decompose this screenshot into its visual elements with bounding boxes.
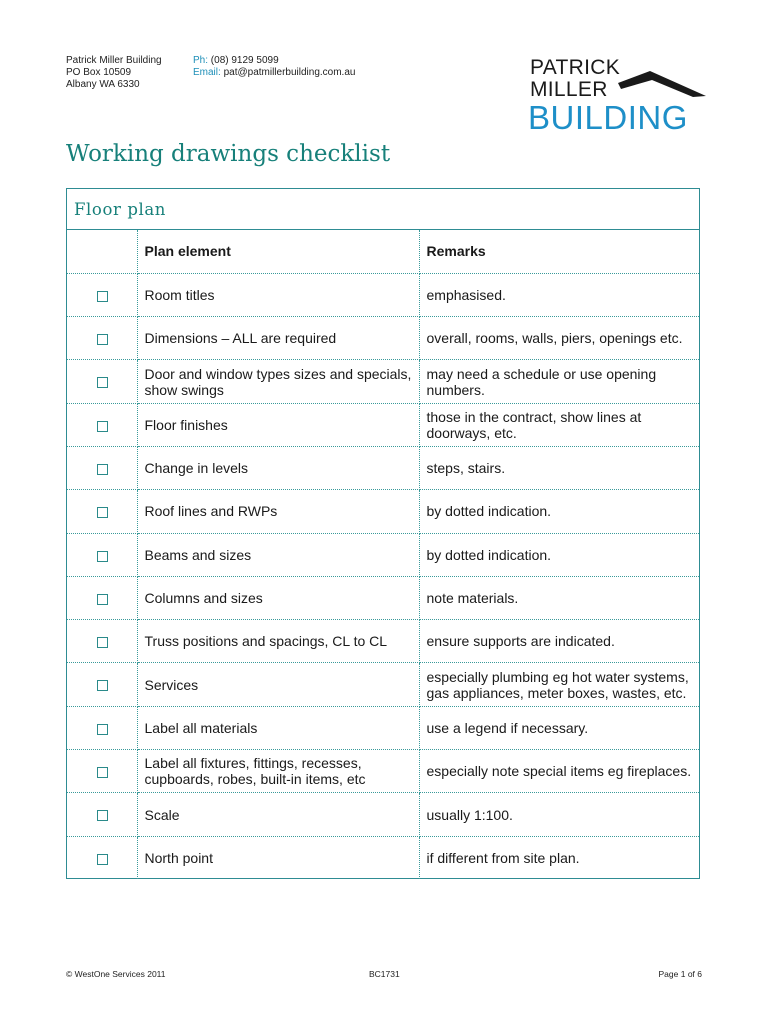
checkbox[interactable] xyxy=(97,551,108,562)
plan-element-cell: Roof lines and RWPs xyxy=(137,490,419,533)
plan-element-cell: Dimensions – ALL are required xyxy=(137,317,419,360)
plan-element-cell: Truss positions and spacings, CL to CL xyxy=(137,620,419,663)
table-row xyxy=(67,706,699,749)
po-box: PO Box 10509 xyxy=(66,67,132,78)
checkbox[interactable] xyxy=(97,810,108,821)
table-row xyxy=(67,533,699,576)
roof-icon xyxy=(618,69,708,99)
remark-cell: may need a schedule or use opening numbers. xyxy=(419,360,699,403)
plan-element-cell: Change in levels xyxy=(137,446,419,489)
table-row xyxy=(67,836,699,879)
remark-cell: steps, stairs. xyxy=(419,446,699,489)
company-logo xyxy=(528,55,708,137)
table-row xyxy=(67,403,699,446)
remark-cell: note materials. xyxy=(419,576,699,619)
checkbox-cell xyxy=(67,620,137,663)
plan-element-cell: Floor finishes xyxy=(137,403,419,446)
footer-page-number: Page 1 of 6 xyxy=(658,969,702,979)
checkbox-cell xyxy=(67,663,137,706)
table-row xyxy=(67,273,699,316)
table-row xyxy=(67,793,699,836)
checklist-rows xyxy=(67,273,699,879)
plan-element-cell: Label all materials xyxy=(137,706,419,749)
checkbox[interactable] xyxy=(97,637,108,648)
checkbox-cell xyxy=(67,750,137,793)
plan-element-cell: Label all fixtures, fittings, recesses, cupboards, robes, built-in items, etc xyxy=(137,750,419,793)
logo-word-patrick: PATRICK xyxy=(530,56,620,79)
plan-element-cell: Services xyxy=(137,663,419,706)
table-row xyxy=(67,576,699,619)
checkbox-cell xyxy=(67,446,137,489)
remark-cell: by dotted indication. xyxy=(419,533,699,576)
plan-element-cell: Door and window types sizes and specials, show swings xyxy=(137,360,419,403)
header-remarks: Remarks xyxy=(419,230,699,273)
plan-element-cell: Room titles xyxy=(137,273,419,316)
remark-cell: ensure supports are indicated. xyxy=(419,620,699,663)
logo-word-miller: MILLER xyxy=(530,78,608,101)
table-row xyxy=(67,446,699,489)
checkbox-cell xyxy=(67,360,137,403)
email-address[interactable]: pat@patmillerbuilding.com.au xyxy=(223,67,356,78)
plan-element-cell: Scale xyxy=(137,793,419,836)
checkbox-cell xyxy=(67,533,137,576)
plan-element-cell: Columns and sizes xyxy=(137,576,419,619)
remark-cell: emphasised. xyxy=(419,273,699,316)
phone-number: (08) 9129 5099 xyxy=(210,55,279,66)
checkbox-header xyxy=(67,230,137,273)
checkbox-cell xyxy=(67,706,137,749)
checkbox[interactable] xyxy=(97,767,108,778)
checkbox-cell xyxy=(67,490,137,533)
company-address xyxy=(66,55,162,91)
checkbox[interactable] xyxy=(97,594,108,605)
floor-plan-checklist xyxy=(66,188,700,879)
checkbox[interactable] xyxy=(97,291,108,302)
remark-cell: by dotted indication. xyxy=(419,490,699,533)
logo-word-building: BUILDING xyxy=(528,99,688,136)
plan-element-cell: Beams and sizes xyxy=(137,533,419,576)
table-row xyxy=(67,663,699,706)
email-label: Email: xyxy=(193,67,221,78)
checkbox-cell xyxy=(67,793,137,836)
document-title: Working drawings checklist xyxy=(66,141,391,167)
checkbox[interactable] xyxy=(97,334,108,345)
remark-cell: especially note special items eg fireplaces. xyxy=(419,750,699,793)
table-row xyxy=(67,317,699,360)
section-title: Floor plan xyxy=(67,189,699,230)
table-row xyxy=(67,360,699,403)
checkbox[interactable] xyxy=(97,724,108,735)
table-row xyxy=(67,490,699,533)
table-header-row xyxy=(67,230,699,273)
checkbox[interactable] xyxy=(97,421,108,432)
company-name: Patrick Miller Building xyxy=(66,55,162,66)
plan-element-cell: North point xyxy=(137,836,419,879)
checkbox[interactable] xyxy=(97,854,108,865)
remark-cell: those in the contract, show lines at doorways, etc. xyxy=(419,403,699,446)
checkbox-cell xyxy=(67,836,137,879)
header-plan-element: Plan element xyxy=(137,230,419,273)
footer-copyright: © WestOne Services 2011 xyxy=(66,969,166,979)
remark-cell: if different from site plan. xyxy=(426,850,580,867)
remark-cell: especially plumbing eg hot water systems, gas appliances, meter boxes, wastes, etc. xyxy=(419,663,699,706)
checklist-table xyxy=(67,230,699,879)
phone-label: Ph: xyxy=(193,55,209,66)
city: Albany WA 6330 xyxy=(66,79,140,90)
table-row xyxy=(67,750,699,793)
checkbox-cell xyxy=(67,403,137,446)
remark-cell: use a legend if necessary. xyxy=(419,706,699,749)
checkbox[interactable] xyxy=(97,507,108,518)
company-contact xyxy=(193,55,355,79)
checkbox-cell xyxy=(67,576,137,619)
checkbox[interactable] xyxy=(97,464,108,475)
checkbox[interactable] xyxy=(97,377,108,388)
remark-cell: usually 1:100. xyxy=(419,793,699,836)
checkbox-cell xyxy=(67,317,137,360)
table-row xyxy=(67,620,699,663)
checkbox[interactable] xyxy=(97,680,108,691)
footer-doc-code: BC1731 xyxy=(369,969,400,979)
checkbox-cell xyxy=(67,273,137,316)
remark-cell: overall, rooms, walls, piers, openings etc. xyxy=(419,317,699,360)
